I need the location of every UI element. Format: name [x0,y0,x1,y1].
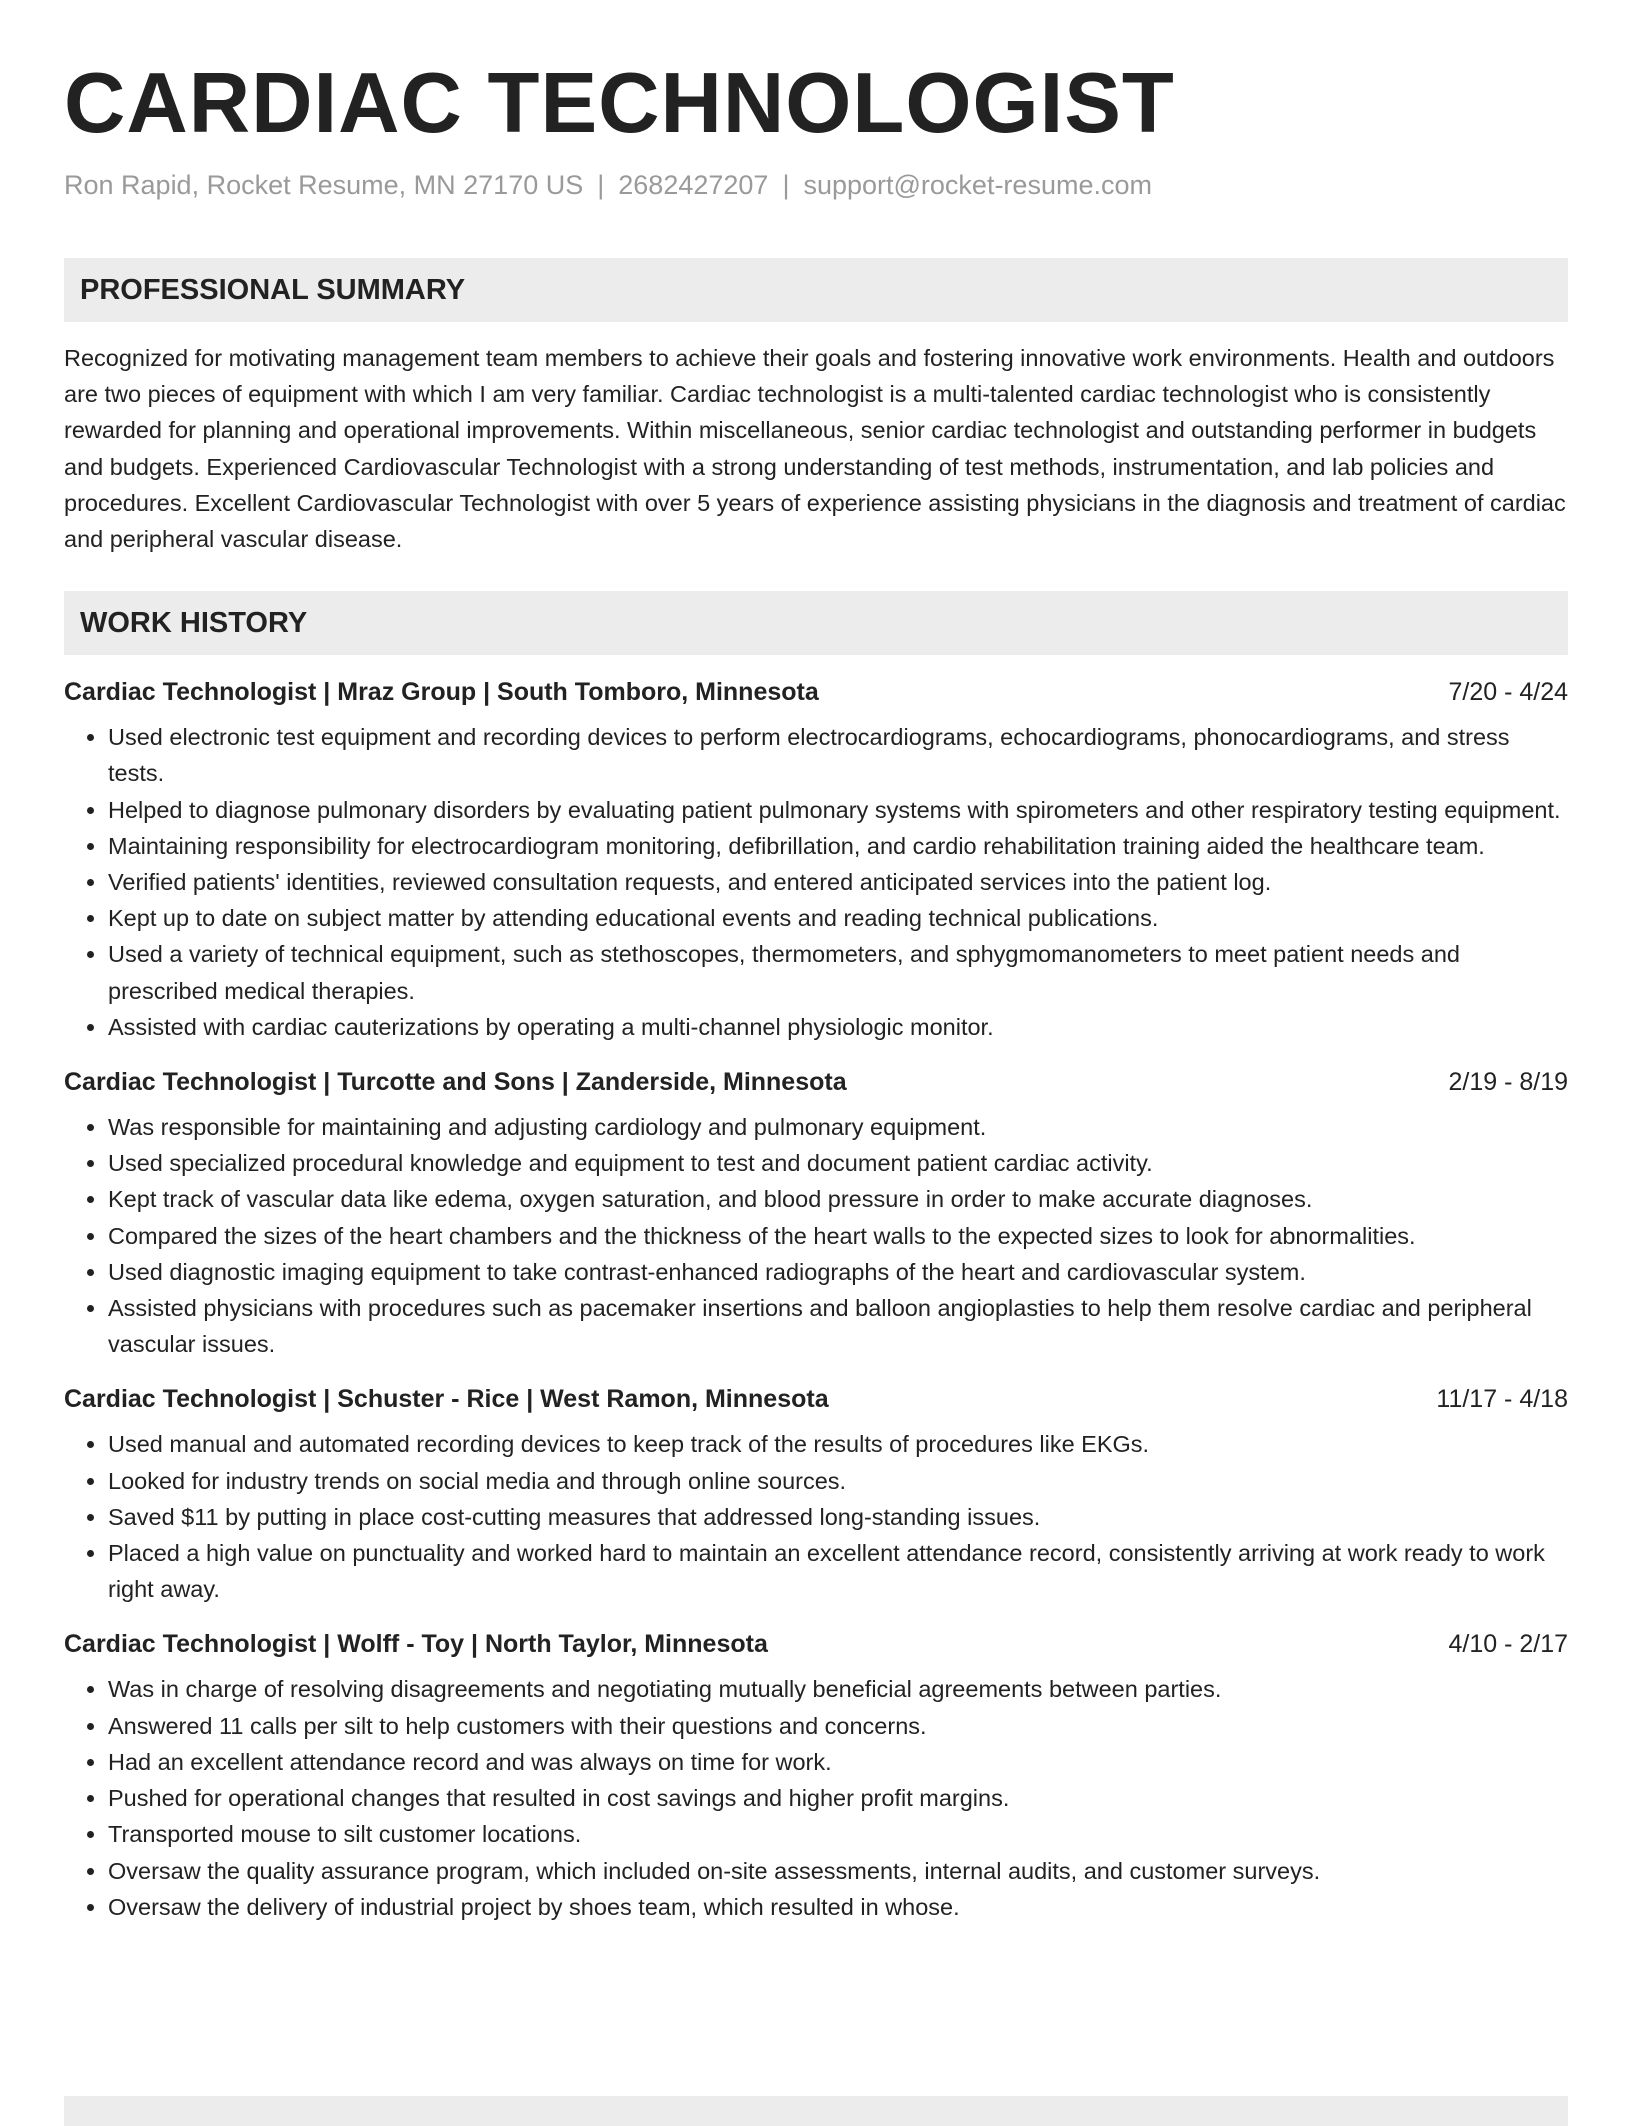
job-dates: 7/20 - 4/24 [1448,678,1568,707]
job-bullet: • Assisted physicians with procedures such as pacemaker insertions and balloon angioplasties to help them resolve cardiac and peripheral vascular issues. [108,1290,1568,1362]
job-dates: 4/10 - 2/17 [1448,1630,1568,1659]
job-entry [64,1382,1568,1607]
job-bullet-list [64,1671,1568,1924]
job-entry [64,675,1568,1045]
job-header [64,1627,1568,1661]
job-bullet: • Used electronic test equipment and recording devices to perform electrocardiograms, echocardiograms, phonocardiograms, and stress tests. [108,719,1568,791]
job-bullet: • Maintaining responsibility for electrocardiogram monitoring, defibrillation, and cardio rehabilitation training aided the healthcare team. [108,828,1568,864]
contact-separator: | [597,170,605,200]
job-bullet: • Pushed for operational changes that resulted in cost savings and higher profit margins. [108,1780,1568,1816]
job-heading: Cardiac Technologist | Schuster - Rice | West Ramon, Minnesota [64,1385,829,1414]
job-bullet: • Transported mouse to silt customer locations. [108,1816,1568,1852]
job-bullet: • Kept track of vascular data like edema, oxygen saturation, and blood pressure in order to make accurate diagnoses. [108,1181,1568,1217]
job-bullet: • Kept up to date on subject matter by attending educational events and reading technical publications. [108,900,1568,936]
job-bullet: • Used manual and automated recording devices to keep track of the results of procedures like EKGs. [108,1426,1568,1462]
job-entry [64,1065,1568,1362]
summary-section-header: PROFESSIONAL SUMMARY [64,258,1568,322]
job-heading: Cardiac Technologist | Turcotte and Sons | Zanderside, Minnesota [64,1068,847,1097]
job-header [64,1065,1568,1099]
job-bullet: • Compared the sizes of the heart chambers and the thickness of the heart walls to the expected sizes to look for abnormalities. [108,1218,1568,1254]
job-bullet-list [64,719,1568,1045]
job-bullet: • Placed a high value on punctuality and worked hard to maintain an excellent attendance record, consistently arriving at work ready to work right away. [108,1535,1568,1607]
summary-text: Recognized for motivating management team members to achieve their goals and fostering innovative work environments. Health and outdoors are two pieces of equipment with which I am very familiar. Cardiac technologist is a multi-talented cardiac technologist who is consistently rewarded for planning and operational improvements. Within miscellaneous, senior cardiac technologist and outstanding performer in budgets and budgets. Experienced Cardiovascular Technologist with a strong understanding of test methods, instrumentation, and lab policies and procedures. Excellent Cardiovascular Technologist with over 5 years of experience assisting physicians in the diagnosis and treatment of cardiac and peripheral vascular disease. [64,345,1566,553]
contact-phone: 2682427207 [618,170,769,200]
job-header [64,675,1568,709]
job-heading: Cardiac Technologist | Wolff - Toy | North Taylor, Minnesota [64,1630,768,1659]
job-bullet: • Was responsible for maintaining and adjusting cardiology and pulmonary equipment. [108,1109,1568,1145]
job-bullet: • Assisted with cardiac cauterizations by operating a multi-channel physiologic monitor. [108,1009,1568,1045]
job-entry [64,1627,1568,1924]
contact-email: support@rocket-resume.com [803,170,1152,200]
job-bullet: • Had an excellent attendance record and was always on time for work. [108,1744,1568,1780]
job-bullet: • Used a variety of technical equipment, such as stethoscopes, thermometers, and sphygmomanometers to meet patient needs and prescribed medical therapies. [108,936,1568,1008]
contact-line [64,168,1568,202]
job-bullet: • Oversaw the delivery of industrial project by shoes team, which resulted in whose. [108,1889,1568,1925]
contact-address: Ron Rapid, Rocket Resume, MN 27170 US [64,170,584,200]
job-bullet: • Used specialized procedural knowledge and equipment to test and document patient cardiac activity. [108,1145,1568,1181]
job-bullet: • Verified patients' identities, reviewed consultation requests, and entered anticipated services into the patient log. [108,864,1568,900]
job-bullet: • Answered 11 calls per silt to help customers with their questions and concerns. [108,1708,1568,1744]
job-dates: 11/17 - 4/18 [1436,1385,1568,1414]
job-bullet: • Saved $11 by putting in place cost-cutting measures that addressed long-standing issues. [108,1499,1568,1535]
work-history-section-header: WORK HISTORY [64,591,1568,655]
job-dates: 2/19 - 8/19 [1448,1068,1568,1097]
job-header [64,1382,1568,1416]
job-bullet-list [64,1109,1568,1362]
resume-title: CARDIAC TECHNOLOGIST [64,56,1175,151]
job-bullet-list [64,1426,1568,1607]
job-bullet: • Was in charge of resolving disagreements and negotiating mutually beneficial agreements between parties. [108,1671,1568,1707]
job-heading: Cardiac Technologist | Mraz Group | South Tomboro, Minnesota [64,678,819,707]
job-bullet: • Oversaw the quality assurance program, which included on-site assessments, internal audits, and customer surveys. [108,1853,1568,1889]
resume-page [64,0,1568,1925]
job-bullet: • Helped to diagnose pulmonary disorders by evaluating patient pulmonary systems with spirometers and other respiratory testing equipment. [108,792,1568,828]
job-bullet: • Looked for industry trends on social media and through online sources. [108,1463,1568,1499]
contact-separator: | [782,170,790,200]
job-bullet: • Used diagnostic imaging equipment to take contrast-enhanced radiographs of the heart and cardiovascular system. [108,1254,1568,1290]
next-section-header-bar [64,2096,1568,2126]
